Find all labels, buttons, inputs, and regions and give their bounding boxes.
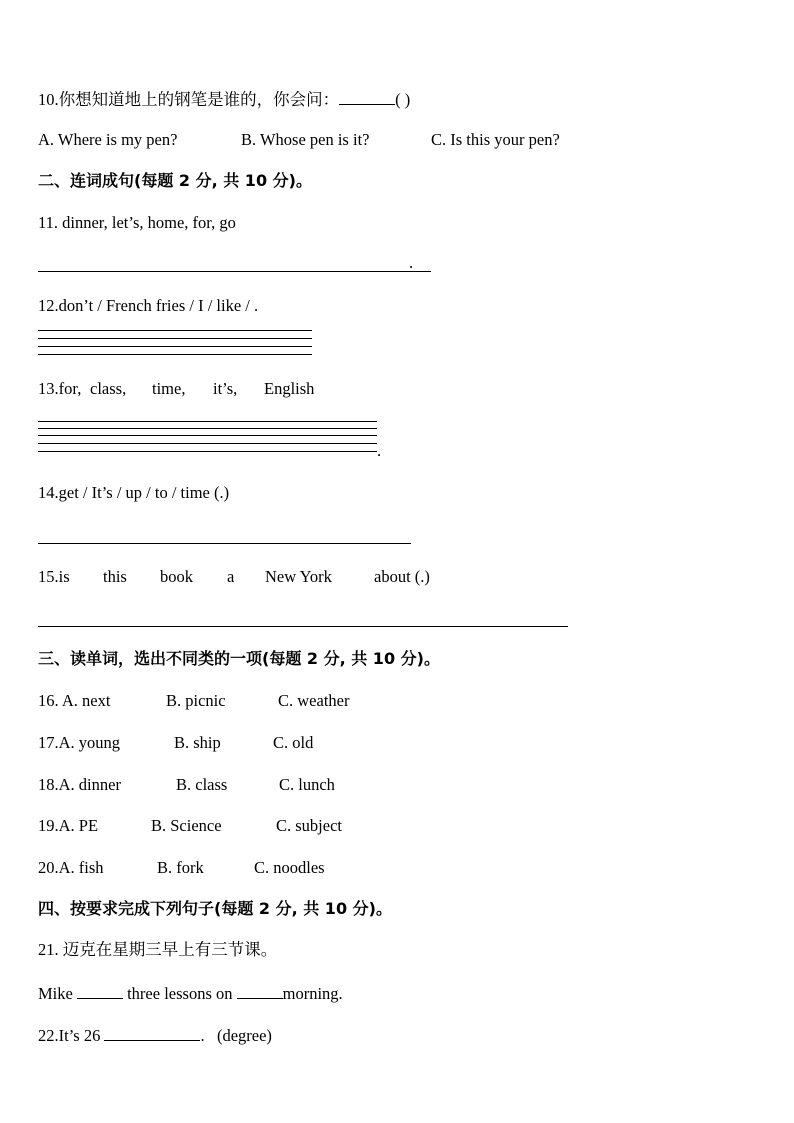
q15-word: a bbox=[227, 567, 235, 586]
section-3-heading: 三、读单词，选出不同类的一项(每题 2 分, 共 10 分)。 bbox=[38, 649, 440, 668]
q15-word: about (.) bbox=[374, 567, 430, 586]
q20-option-b: B. fork bbox=[157, 858, 204, 877]
question-11: 11. dinner, let’s, home, for, go bbox=[38, 213, 236, 232]
question-10-options bbox=[38, 130, 560, 150]
q15-word: 15.is bbox=[38, 567, 70, 586]
q13-end-period: . bbox=[377, 441, 382, 460]
q21-blank-2[interactable] bbox=[237, 982, 283, 999]
q13-answer-line-4[interactable] bbox=[38, 443, 377, 444]
q18-option-a: 18.A. dinner bbox=[38, 775, 121, 794]
q22-text-b: . bbox=[200, 1026, 205, 1045]
q22-text-a: 22.It’s 26 bbox=[38, 1026, 101, 1045]
q13-answer-line-2[interactable] bbox=[38, 428, 377, 429]
q22-blank[interactable] bbox=[104, 1024, 200, 1041]
q12-answer-line-4[interactable] bbox=[38, 354, 312, 355]
question-21-chinese: 21. 迈克在星期三早上有三节课。 bbox=[38, 940, 278, 959]
question-18 bbox=[38, 775, 335, 795]
q21-blank-1[interactable] bbox=[77, 982, 123, 999]
q13-word: English bbox=[264, 379, 315, 398]
question-20 bbox=[38, 858, 325, 878]
q10-option-b: B. Whose pen is it? bbox=[241, 130, 370, 149]
question-13 bbox=[38, 379, 314, 399]
q21-text-a: Mike bbox=[38, 984, 73, 1003]
q20-option-a: 20.A. fish bbox=[38, 858, 104, 877]
question-15 bbox=[38, 567, 430, 587]
question-19 bbox=[38, 816, 342, 836]
q17-option-a: 17.A. young bbox=[38, 733, 121, 752]
q10-answer-blank[interactable] bbox=[339, 88, 395, 105]
q11-answer-line[interactable] bbox=[38, 271, 431, 272]
q10-paren: ( ) bbox=[395, 90, 411, 109]
question-12: 12.don’t / French fries / I / like / . bbox=[38, 296, 259, 315]
question-14: 14.get / It’s / up / to / time (.) bbox=[38, 483, 230, 502]
q16-option-a: 16. A. next bbox=[38, 691, 111, 710]
q13-word: class, bbox=[90, 379, 127, 398]
q11-end-period: . bbox=[409, 253, 414, 272]
q15-word: this bbox=[103, 567, 127, 586]
q13-word: it’s, bbox=[213, 379, 238, 398]
question-16 bbox=[38, 691, 349, 711]
q15-word: book bbox=[160, 567, 193, 586]
q15-answer-line[interactable] bbox=[38, 626, 568, 627]
q16-option-b: B. picnic bbox=[166, 691, 226, 710]
q19-option-c: C. subject bbox=[276, 816, 342, 835]
q22-hint: (degree) bbox=[216, 1026, 272, 1045]
q16-option-c: C. weather bbox=[278, 691, 350, 710]
section-2-heading: 二、连词成句(每题 2 分, 共 10 分)。 bbox=[38, 171, 312, 190]
q13-answer-line-3[interactable] bbox=[38, 435, 377, 436]
q18-option-c: C. lunch bbox=[279, 775, 335, 794]
q21-text-c: morning. bbox=[282, 984, 343, 1003]
q18-option-b: B. class bbox=[176, 775, 228, 794]
question-22 bbox=[38, 1024, 272, 1046]
q12-answer-line-3[interactable] bbox=[38, 346, 312, 347]
q12-answer-line-2[interactable] bbox=[38, 338, 312, 339]
q12-answer-line-1[interactable] bbox=[38, 330, 312, 331]
q19-option-a: 19.A. PE bbox=[38, 816, 99, 835]
q13-answer-line-1[interactable] bbox=[38, 421, 377, 422]
q10-option-a: A. Where is my pen? bbox=[38, 130, 178, 149]
q10-text: 10.你想知道地上的钢笔是谁的，你会问： bbox=[38, 90, 340, 109]
question-10-stem bbox=[38, 88, 410, 110]
q20-option-c: C. noodles bbox=[254, 858, 325, 877]
q17-option-b: B. ship bbox=[174, 733, 221, 752]
q14-answer-line[interactable] bbox=[38, 543, 411, 544]
q21-text-b: three lessons on bbox=[127, 984, 233, 1003]
q13-word: time, bbox=[152, 379, 186, 398]
q13-word: 13.for, bbox=[38, 379, 82, 398]
q19-option-b: B. Science bbox=[151, 816, 222, 835]
q17-option-c: C. old bbox=[273, 733, 314, 752]
question-21 bbox=[38, 982, 343, 1004]
q10-option-c: C. Is this your pen? bbox=[431, 130, 560, 149]
q15-word: New York bbox=[265, 567, 332, 586]
section-4-heading: 四、按要求完成下列句子(每题 2 分, 共 10 分)。 bbox=[38, 899, 392, 918]
question-17 bbox=[38, 733, 313, 753]
q13-answer-line-5[interactable] bbox=[38, 451, 377, 452]
